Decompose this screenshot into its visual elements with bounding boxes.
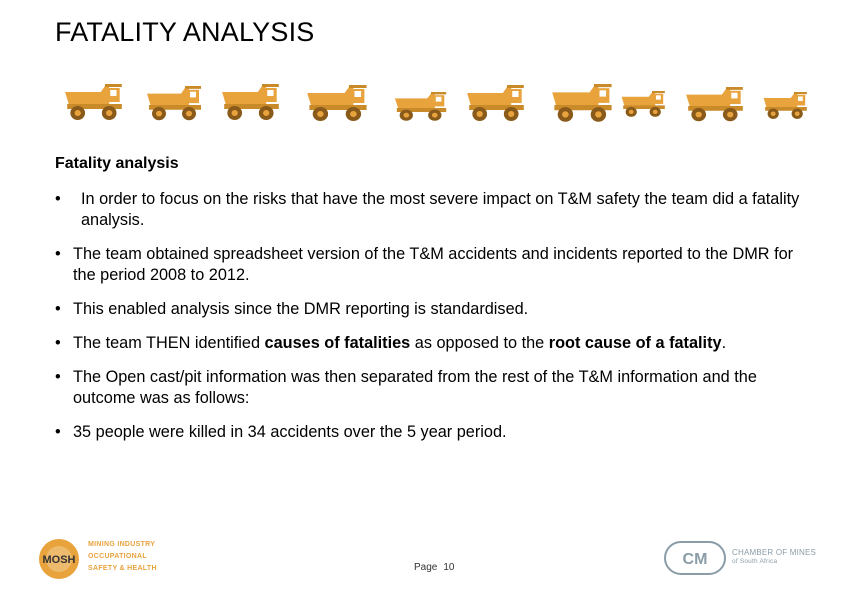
cm-wordmark (732, 548, 816, 566)
bullet-list (55, 189, 815, 456)
bullet-text-part: . (721, 334, 727, 352)
cm-line: of South Africa (732, 558, 778, 565)
haul-truck-icon (147, 86, 201, 120)
mosh-logo-text: MOSH (42, 554, 76, 566)
bullet-text-bold: root cause of a fatality (548, 334, 722, 352)
list-item (55, 422, 815, 443)
mosh-wordmark (88, 539, 157, 575)
page-number-value: 10 (443, 562, 455, 573)
mosh-logo (36, 538, 82, 580)
truck-row (0, 0, 859, 140)
cm-line: CHAMBER OF MINES (732, 548, 817, 557)
haul-truck-icon (395, 92, 446, 121)
bullet-text: This enabled analysis since the DMR reporting is standardised. (73, 300, 529, 318)
bullet-icon: • (55, 300, 61, 318)
list-item (55, 333, 815, 354)
bullet-icon: • (55, 190, 61, 208)
subheading: Fatality analysis (55, 155, 179, 172)
list-item (55, 299, 815, 320)
bullet-icon: • (55, 423, 61, 441)
haul-truck-icon (764, 92, 807, 119)
bullet-icon: • (55, 334, 61, 352)
page-label: Page (414, 562, 438, 573)
haul-truck-icon (622, 91, 665, 117)
list-item (55, 244, 815, 286)
page-number (414, 562, 454, 573)
mosh-line: OCCUPATIONAL (88, 553, 147, 560)
haul-truck-icon (222, 84, 279, 120)
bullet-text: In order to focus on the risks that have the most severe impact on T&M safety the team did a fatality analysis. (81, 190, 800, 229)
chamber-of-mines-logo (664, 541, 726, 575)
cm-logo-text: CM (682, 551, 708, 568)
list-item (55, 367, 815, 409)
haul-truck-icon (307, 85, 366, 121)
bullet-text-part: The team THEN identified (73, 334, 265, 352)
slide-title: FATALITY ANALYSIS (55, 17, 315, 47)
bullet-text: The Open cast/pit information was then separated from the rest of the T&M information and the outcome was as follows: (73, 368, 757, 407)
bullet-text-bold: causes of fatalities (264, 334, 411, 352)
mosh-line: SAFETY & HEALTH (88, 565, 157, 572)
haul-truck-icon (467, 85, 524, 121)
mosh-line: MINING INDUSTRY (88, 541, 156, 548)
bullet-text-part: as opposed to the (410, 334, 549, 352)
haul-truck-icon (65, 84, 122, 120)
bullet-text: The team obtained spreadsheet version of the T&M accidents and incidents reported to the DMR for the period 2008 to 2012. (73, 245, 794, 284)
haul-truck-icon (686, 87, 743, 121)
bullet-icon: • (55, 245, 61, 263)
bullet-icon: • (55, 368, 61, 386)
list-item (55, 189, 815, 231)
haul-truck-icon (552, 84, 611, 122)
bullet-text: 35 people were killed in 34 accidents over the 5 year period. (73, 423, 507, 441)
